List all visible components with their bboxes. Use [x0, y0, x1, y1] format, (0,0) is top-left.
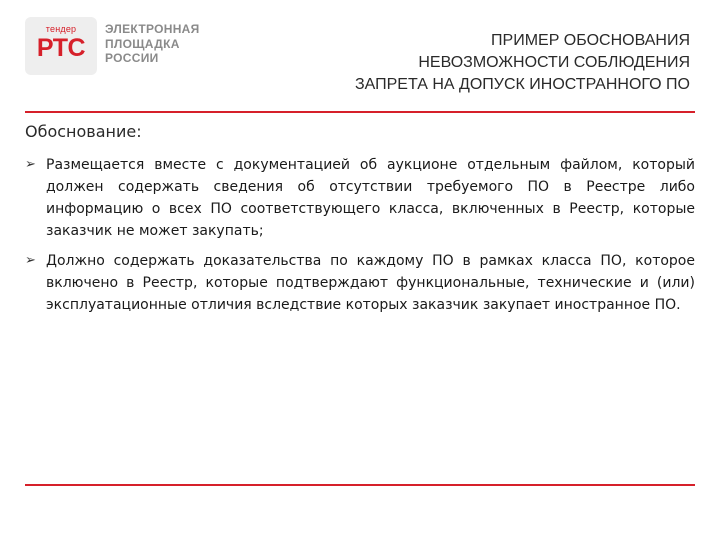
arrow-bullet-icon: ➢ [25, 157, 36, 172]
logo-caption-line: ЭЛЕКТРОННАЯ [105, 22, 200, 36]
top-divider [25, 111, 695, 113]
title-line: ЗАПРЕТА НА ДОПУСК ИНОСТРАННОГО ПО [354, 76, 690, 93]
title-line: НЕВОЗМОЖНОСТИ СОБЛЮДЕНИЯ [418, 54, 690, 71]
logo-caption [105, 22, 200, 66]
bullet-list [25, 154, 695, 316]
bottom-divider [25, 484, 695, 486]
bullet-text: Должно содержать доказательства по каждому ПО в рамках класса ПО, которое включено в Реестр, которые подтверждают функциональные, технические и (или) эксплуатационные отличия вследствие которых заказчик закупает иностранное ПО. [46, 253, 695, 313]
arrow-bullet-icon: ➢ [25, 253, 36, 268]
logo-small-text: тендер [45, 24, 77, 34]
logo [25, 17, 97, 75]
logo-brand-text: РТС [36, 34, 86, 62]
list-item [25, 154, 695, 242]
subheading: Обоснование: [25, 122, 142, 141]
slide-title [220, 30, 690, 96]
logo-caption-line: РОССИИ [105, 51, 159, 65]
list-item [25, 250, 695, 316]
bullet-text: Размещается вместе с документацией об аукционе отдельным файлом, который должен содержать сведения об отсутствии требуемого ПО в Реестре либо информацию о всех ПО соответствующего класса, включенных в Реестр, которые заказчик не может закупать; [46, 157, 695, 239]
title-line: ПРИМЕР ОБОСНОВАНИЯ [491, 32, 690, 49]
logo-caption-line: ПЛОЩАДКА [105, 36, 180, 51]
